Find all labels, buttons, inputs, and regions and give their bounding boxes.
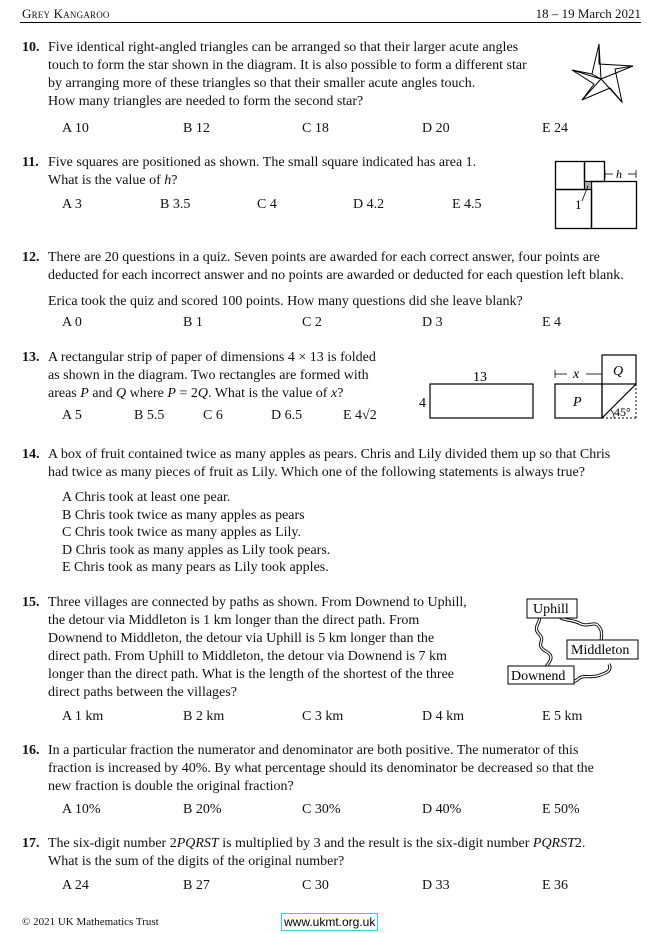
option-d[interactable]: D 3 bbox=[422, 315, 443, 330]
text-line: There are 20 questions in a quiz. Seven points are awarded for each correct answer, four points are bbox=[48, 250, 600, 265]
text-line: What is the sum of the digits of the original number? bbox=[48, 854, 345, 869]
option-e[interactable]: E 5 km bbox=[542, 709, 583, 724]
height-label: 4 bbox=[419, 396, 426, 411]
text-line: deducted for each incorrect answer and no points are awarded or deducted for each question left blank. bbox=[48, 268, 624, 283]
star-diagram bbox=[570, 42, 636, 104]
option-c[interactable]: C 30% bbox=[302, 802, 341, 817]
var-pqrst: PQRST bbox=[532, 836, 575, 851]
text-line: In a particular fraction the numerator and denominator are both positive. The numerator of this bbox=[48, 743, 579, 758]
small-square-label: 1 bbox=[575, 197, 582, 212]
question-text bbox=[48, 349, 376, 403]
text-line: by arranging more of these triangles so that their smaller acute angles touch. bbox=[48, 76, 476, 91]
option-c[interactable]: C 4 bbox=[257, 197, 277, 212]
text-line: Erica took the quiz and scored 100 points. How many questions did she leave blank? bbox=[48, 294, 523, 309]
options-17 bbox=[62, 878, 662, 896]
q-label: Q bbox=[613, 364, 624, 379]
option-c[interactable]: C 2 bbox=[302, 315, 322, 330]
ukmt-website-link[interactable]: www.ukmt.org.uk bbox=[281, 913, 378, 931]
page-header bbox=[20, 6, 641, 23]
option-d[interactable]: D Chris took as many apples as Lily took pears. bbox=[62, 542, 331, 558]
text-span: The six-digit number 2 bbox=[48, 836, 177, 851]
small-square bbox=[585, 182, 592, 190]
option-b[interactable]: B 2 km bbox=[183, 709, 225, 724]
text-span: is multiplied by 3 and the result is the six-digit number bbox=[218, 836, 533, 851]
option-d[interactable]: D 4 km bbox=[422, 709, 464, 724]
p-label: P bbox=[573, 395, 582, 410]
option-c[interactable]: C Chris took twice as many apples as Lily. bbox=[62, 525, 301, 540]
option-e[interactable]: E Chris took as many pears as Lily took apples. bbox=[62, 560, 329, 575]
question-number: 14. bbox=[22, 447, 40, 462]
question-number: 17. bbox=[22, 836, 40, 851]
option-e[interactable]: E 4√2 bbox=[343, 408, 377, 423]
five-squares-diagram bbox=[555, 161, 660, 231]
text-line: A rectangular strip of paper of dimensions 4 × 13 is folded bbox=[48, 350, 376, 365]
text-line: A box of fruit contained twice as many apples as pears. Chris and Lily divided them up so that Chris bbox=[48, 447, 611, 462]
question-number: 16. bbox=[22, 743, 40, 758]
question-number: 11. bbox=[22, 155, 39, 170]
option-d[interactable]: D 4.2 bbox=[353, 197, 385, 212]
options-10 bbox=[62, 121, 662, 139]
option-c[interactable]: C 18 bbox=[302, 121, 329, 136]
angle-label: 45° bbox=[614, 405, 631, 419]
option-d[interactable]: D 20 bbox=[422, 121, 450, 136]
question-number: 12. bbox=[22, 250, 40, 265]
option-d[interactable]: D 33 bbox=[422, 878, 450, 893]
option-b[interactable]: B 27 bbox=[183, 878, 210, 893]
text-line: How many triangles are needed to form the second star? bbox=[48, 94, 364, 109]
option-a[interactable]: A 24 bbox=[62, 878, 89, 893]
question-text bbox=[48, 594, 500, 702]
text-line: longer than the direct path. What is the length of the shortest of the three bbox=[48, 667, 455, 682]
options-16 bbox=[62, 802, 662, 820]
text-line bbox=[48, 172, 476, 190]
option-b[interactable]: B Chris took twice as many apples as pears bbox=[62, 507, 305, 523]
option-e[interactable]: E 4.5 bbox=[452, 197, 482, 212]
option-a[interactable]: A 1 km bbox=[62, 709, 104, 724]
var-pqrst: PQRST bbox=[176, 836, 219, 851]
options-15 bbox=[62, 709, 662, 727]
text-line: direct path. From Uphill to Middleton, the detour via Downend is 7 km bbox=[48, 649, 447, 664]
var-q: Q bbox=[116, 386, 127, 401]
text-line: had twice as many pieces of fruit as Lily. Which one of the following statements is always true? bbox=[48, 465, 585, 480]
question-15 bbox=[22, 594, 500, 702]
var-q: Q bbox=[197, 386, 208, 401]
text-span: 2. bbox=[574, 836, 586, 851]
option-a[interactable]: A 5 bbox=[62, 408, 82, 423]
question-13 bbox=[22, 349, 376, 403]
option-d[interactable]: D 40% bbox=[422, 802, 462, 817]
var-p: P bbox=[80, 386, 89, 401]
option-c[interactable]: C 3 km bbox=[302, 709, 344, 724]
options-12 bbox=[62, 315, 662, 333]
text-span: ? bbox=[171, 173, 178, 188]
text-line: the detour via Middleton is 1 km longer than the direct path. From bbox=[48, 613, 420, 628]
option-a[interactable]: A 0 bbox=[62, 315, 82, 330]
text-line bbox=[48, 385, 376, 403]
folded-strip-diagram bbox=[410, 350, 665, 425]
option-e[interactable]: E 36 bbox=[542, 878, 569, 893]
copyright: © 2021 UK Mathematics Trust bbox=[22, 916, 159, 928]
option-a[interactable]: A Chris took at least one pear. bbox=[62, 490, 231, 505]
option-e[interactable]: E 24 bbox=[542, 121, 569, 136]
var-x: x bbox=[330, 386, 338, 401]
option-b[interactable]: B 20% bbox=[183, 802, 222, 817]
options-14 bbox=[62, 489, 610, 577]
question-text bbox=[48, 835, 585, 871]
question-text bbox=[48, 446, 610, 482]
header-date: 18 – 19 March 2021 bbox=[535, 6, 641, 21]
text-line: new fraction is double the original fraction? bbox=[48, 779, 294, 794]
option-c[interactable]: C 30 bbox=[302, 878, 329, 893]
text-line: Five squares are positioned as shown. The small square indicated has area 1. bbox=[48, 155, 477, 170]
option-b[interactable]: B 5.5 bbox=[134, 408, 165, 423]
question-10 bbox=[22, 39, 527, 111]
downend-label: Downend bbox=[511, 669, 566, 684]
strip-rect bbox=[430, 384, 533, 418]
question-16 bbox=[22, 742, 594, 796]
middleton-label: Middleton bbox=[571, 643, 630, 658]
option-a[interactable]: A 3 bbox=[62, 197, 82, 212]
text-line: touch to form the star shown in the diagram. It is also possible to form a different star bbox=[48, 58, 527, 73]
text-span: . What is the value of bbox=[207, 386, 331, 401]
question-17 bbox=[22, 835, 585, 871]
x-label: x bbox=[573, 367, 580, 382]
question-number: 13. bbox=[22, 350, 40, 365]
question-14 bbox=[22, 446, 610, 577]
option-c[interactable]: C 6 bbox=[203, 408, 223, 423]
uphill-label: Uphill bbox=[533, 602, 569, 617]
text-line: Three villages are connected by paths as shown. From Downend to Uphill, bbox=[48, 595, 467, 610]
text-line: direct paths between the villages? bbox=[48, 685, 237, 700]
question-text bbox=[48, 742, 594, 796]
question-text bbox=[48, 39, 527, 111]
question-number: 10. bbox=[22, 40, 40, 55]
text-span: and bbox=[88, 386, 117, 401]
text-span: = 2 bbox=[175, 386, 198, 401]
text-span: What is the value of bbox=[48, 173, 165, 188]
villages-map-diagram bbox=[505, 596, 645, 688]
header-title: Grey Kangaroo bbox=[22, 6, 110, 21]
option-e[interactable]: E 4 bbox=[542, 315, 562, 330]
option-b[interactable]: B 12 bbox=[183, 121, 210, 136]
text-line: Five identical right-angled triangles can be arranged so that their larger acute angles bbox=[48, 40, 519, 55]
question-12 bbox=[22, 249, 624, 311]
h-label: h bbox=[616, 167, 622, 181]
question-number: 15. bbox=[22, 595, 40, 610]
var-h: h bbox=[164, 173, 172, 188]
text-line bbox=[48, 835, 585, 853]
text-span: where bbox=[126, 386, 168, 401]
question-11 bbox=[22, 154, 476, 190]
text-span: ? bbox=[337, 386, 344, 401]
option-d[interactable]: D 6.5 bbox=[271, 408, 303, 423]
text-line: fraction is increased by 40%. By what percentage should its denominator be decreased so that the bbox=[48, 761, 594, 776]
option-b[interactable]: B 1 bbox=[183, 315, 203, 330]
option-a[interactable]: A 10 bbox=[62, 121, 89, 136]
text-line: as shown in the diagram. Two rectangles are formed with bbox=[48, 368, 369, 383]
option-e[interactable]: E 50% bbox=[542, 802, 580, 817]
question-text bbox=[48, 154, 476, 190]
width-label: 13 bbox=[473, 370, 487, 385]
text-line: Downend to Middleton, the detour via Uphill is 5 km longer than the bbox=[48, 631, 435, 646]
question-text bbox=[48, 249, 624, 311]
option-a[interactable]: A 10% bbox=[62, 802, 101, 817]
option-b[interactable]: B 3.5 bbox=[160, 197, 191, 212]
text-span: areas bbox=[48, 386, 81, 401]
var-p: P bbox=[167, 386, 176, 401]
